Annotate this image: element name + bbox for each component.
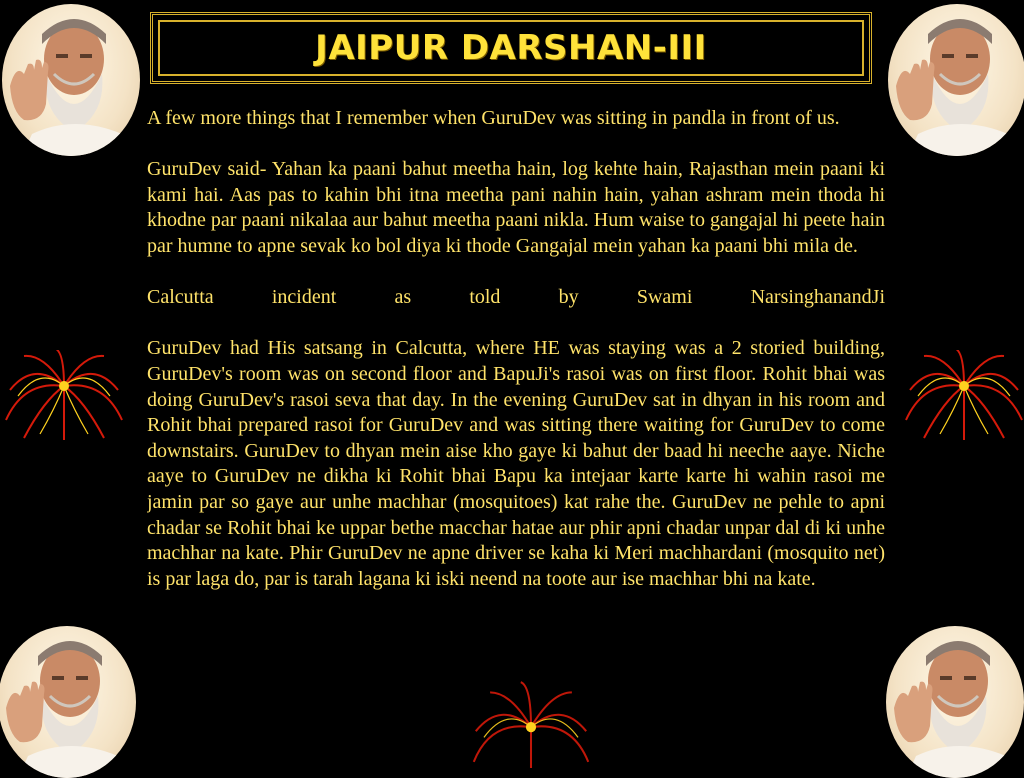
article-body [147, 106, 885, 768]
paragraph-calcutta: GuruDev had His satsang in Calcutta, where HE was staying was a 2 storied building, GuruDev's room was on second floor and BapuJi's rasoi was on first floor. Rohit bhai was doing GuruDev's rasoi seva that day. In the evening GuruDev sat in dhyan in his room and Rohit bhai prepared rasoi for GuruDev and was sitting there waiting for GuruDev to come downstairs. GuruDev to dhyan mein aise kho gaye ki bahut der baad hi neeche aaye. Niche aaye to GuruDev ne dikha ki Rohit bhai Bapu ka intejaar karte karte hi wahin rasoi me jamin par so gaye aur unhe machhar (mosquitoes) kat rahe the. GuruDev ne pehle to apni chadar se Rohit bhai ke uppar bethe macchar hatae aur phir apni chadar unpar dal di ki unhe machhar na kate. Phir GuruDev ne apne driver se kaha ki Meri machhardani (mosquito net) is par laga do, par is tarah lagana ki iski neend na toote aur ise machhar bhi na kate. [147, 337, 885, 590]
paragraph-subheading: Calcutta incident as told by Swami NarsinghanandJi [147, 286, 885, 309]
saint-portrait-icon [888, 4, 1024, 156]
firework-icon [904, 350, 1024, 440]
portrait-bottom-right [886, 626, 1024, 778]
portrait-top-left [2, 4, 140, 156]
paragraph-intro: A few more things that I remember when GuruDev was sitting in pandla in front of us. [147, 107, 840, 129]
portrait-bottom-left [0, 626, 136, 778]
firework-icon [4, 350, 124, 440]
page-title: JAIPUR DARSHAN-III [315, 28, 707, 68]
title-banner [150, 12, 872, 84]
portrait-top-right [888, 4, 1024, 156]
paragraph-water: GuruDev said- Yahan ka paani bahut meetha hain, log kehte hain, Rajasthan mein paani ki kami hai. Aas pas to kahin bhi itna meetha pani nahin hain, yahan ashram mein thoda hi khodne par paani nikalaa aur bahut meetha paani nikla. Hum waise to gangajal hi peete hain par humne to apne sevak ko bol diya ki thode Gangajal mein yahan ka paani bhi mila de. [147, 158, 885, 257]
saint-portrait-icon [886, 626, 1024, 778]
firework-icon [466, 676, 596, 768]
saint-portrait-icon [0, 626, 136, 778]
saint-portrait-icon [2, 4, 140, 156]
